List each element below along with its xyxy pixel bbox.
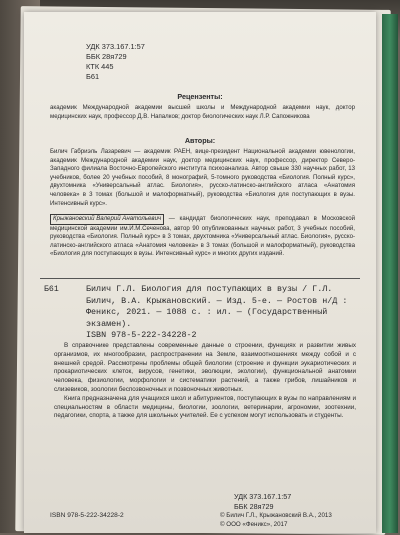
ktk-code: КТК 445 [86, 62, 114, 71]
annotation [54, 342, 356, 421]
footer-udk: УДК 373.167.1:57 [234, 492, 292, 501]
book-spine-green [382, 14, 398, 533]
footer-codes [234, 492, 291, 512]
author-1-bio: Билич Габриэль Лазаревич — академик РАЕН, вице-президент Национальной академии ювенологии, академик Международной академии наук, доктор медицинских наук, профессор, директор Северо-Западного филиала Восточно-Европейского института психоанализа. Автор свыше 330 научных работ, 13 учебников, более 20 учебных пособий, 8 монографий, 5-томного руководства «Биология. Полный курс», двухтомника «Универсальный атлас. Биология», русско-латинско-английского атласа «Анатомия человека» в 3 томах (большой и малоформатный), руководства «Биология для поступающих в вузы. Интенсивный курс». [50, 148, 355, 207]
author-2-text: — кандидат биологических наук, преподавал в Московской медицинской академии им.И.М.Сеченова, автор 90 опубликованных научных работ, 3 учебных пособий, руководства «Биология. Полный курс» в 3 томах, двухтомника «Универсальный атлас. Биология», русско-латинско-английского атласа «Анатомия человека» в 3 томах (большой и малоформатный), руководства «Биология для поступающих в вузы. Интенсивный курс» и многих других изданий. [50, 215, 355, 258]
bibliographic-text: Билич Г.Л. Биология для поступающих в вузы / Г.Л. Билич, В.А. Крыжановский. — Изд. 5-е. — Ростов н/Д : Феникс, 2021. — 1088 с. : ил. — (Государственный экзамен). [86, 284, 348, 329]
copyright-publisher: © ООО «Феникс», 2017 [220, 520, 288, 528]
shelf-code: Б61 [86, 72, 100, 81]
author-2-bio [50, 214, 355, 259]
header-codes [86, 42, 145, 82]
divider [40, 278, 360, 279]
reviewers-heading: Рецензенты: [177, 92, 223, 101]
footer-isbn: ISBN 978-5-222-34228-2 [50, 512, 124, 519]
copyright-authors: © Билич Г.Л., Крыжановский В.А., 2013 [220, 512, 332, 519]
authors-heading: Авторы: [184, 136, 216, 145]
bibliography-shelf-code: Б61 [44, 285, 59, 294]
reviewers-text: академик Международной академии высшей школы и Международной академии наук, доктор медицинских наук, профессор Д.В. Напалков; доктор биологических наук Л.Р. Сапожникова [50, 104, 355, 120]
book-page [24, 12, 376, 533]
bbk-code: ББК 28я729 [86, 52, 127, 61]
annotation-paragraph-1: В справочнике представлены современные данные о строении, функциях и развитии живых организмов, их многообразии, распространении на Земле, взаимоотношениях между собой и с внешней средой. Рассмотрены проблемы общей биологии (строение и функции эукариотических и прокариотических клеток, вирусов, генетики, эволюции, экологии), функциональной анатомии человека, физиологии, морфологии и систематики растений, а также грибов, лишайников и слизевиков, зоологии беспозвоночных и позвоночных животных. [54, 342, 356, 393]
footer-bbk: ББК 28я729 [234, 502, 274, 511]
author-2-name: Крыжановский Валерий Анатольевич [50, 214, 164, 225]
annotation-paragraph-2: Книга предназначена для учащихся школ и абитуриентов, поступающих в вузы по направлениям и специальностям в области медицины, биологии, зоологии, ветеринарии, агрономии, зоотехнии, педагогики, спорта, а также для школьных учителей. Ее с успехом могут использовать и студенты. [54, 394, 356, 420]
bibliographic-isbn: ISBN 978-5-222-34228-2 [86, 330, 197, 341]
copyright-block [220, 512, 332, 529]
bibliographic-record [86, 284, 356, 342]
udk-code: УДК 373.167.1:57 [86, 42, 145, 51]
